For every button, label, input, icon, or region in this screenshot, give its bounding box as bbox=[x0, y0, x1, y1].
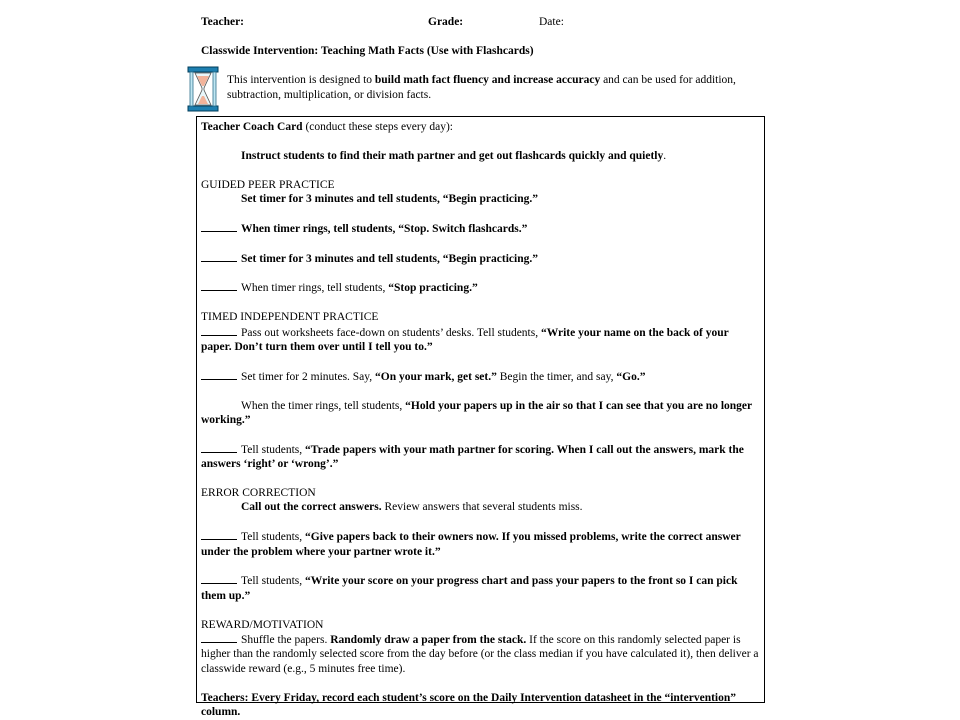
section-error-correction: ERROR CORRECTION bbox=[201, 487, 316, 499]
section-guided-peer-practice: GUIDED PEER PRACTICE bbox=[201, 178, 335, 191]
checkbox-blank bbox=[201, 325, 237, 336]
checkbox-blank bbox=[201, 280, 237, 291]
page-title: Classwide Intervention: Teaching Math Facts (Use with Flashcards) bbox=[201, 45, 534, 57]
error-step-1: Call out the correct answers. Review answers that several students miss. bbox=[241, 501, 583, 514]
timed-step-4: Tell students, “Trade papers with your math partner for scoring. When I call out the answers, mark the answers ‘right’ or ‘wrong’.” bbox=[201, 443, 744, 471]
guided-step-4: When timer rings, tell students, “Stop practicing.” bbox=[201, 280, 759, 295]
guided-step-2: When timer rings, tell students, “Stop. Switch flashcards.” bbox=[201, 221, 759, 236]
error-step-3: Tell students, “Write your score on your progress chart and pass your papers to the front so I can pick them up.” bbox=[201, 575, 738, 602]
error-step-2: Tell students, “Give papers back to their owners now. If you missed problems, write the correct answer under the problem where your partner wrote it.” bbox=[201, 531, 741, 558]
timed-step-3: When the timer rings, tell students, “Hold your papers up in the air so that I can see that you are no longer working.” bbox=[201, 399, 752, 426]
checkbox-blank bbox=[201, 442, 237, 453]
section-reward-motivation: REWARD/MOTIVATION bbox=[201, 618, 324, 631]
teacher-coach-card bbox=[196, 116, 765, 719]
reward-step-1: Shuffle the papers. Randomly draw a paper from the stack. If the score on this randomly selected paper is higher than the randomly selected score from the day before (or the class median if you have calculated it), then deliver a classwide reward (e.g., 5 minutes free time). bbox=[201, 634, 759, 675]
page-header bbox=[201, 16, 761, 32]
checkbox-blank bbox=[201, 529, 237, 540]
checkbox-blank bbox=[201, 632, 237, 643]
teacher-label: Teacher: bbox=[201, 16, 245, 28]
timed-step-1: Pass out worksheets face-down on students’ desks. Tell students, “Write your name on the back of your paper. Don’t turn them over until I tell you to.” bbox=[201, 326, 729, 353]
date-label: Date: bbox=[539, 16, 564, 28]
intro-text: This intervention is designed to build math fact fluency and increase accuracy and can be used for addition, subtraction, multiplication, or division facts. bbox=[227, 74, 736, 101]
checkbox-blank bbox=[201, 369, 237, 380]
hourglass-icon bbox=[187, 66, 219, 112]
instruct-step: Instruct students to find their math partner and get out flashcards quickly and quietly. bbox=[241, 149, 667, 162]
checkbox-blank bbox=[201, 251, 237, 262]
checkbox-blank bbox=[201, 573, 237, 584]
guided-step-1: Set timer for 3 minutes and tell students, “Begin practicing.” bbox=[241, 193, 538, 205]
section-timed-independent-practice: TIMED INDEPENDENT PRACTICE bbox=[201, 311, 379, 324]
friday-note: Teachers: Every Friday, record each student’s score on the Daily Intervention datasheet in the “intervention” column. bbox=[201, 691, 737, 719]
checkbox-blank bbox=[201, 221, 237, 232]
guided-step-3: Set timer for 3 minutes and tell students, “Begin practicing.” bbox=[201, 251, 759, 266]
grade-label: Grade: bbox=[428, 16, 464, 28]
timed-step-2: Set timer for 2 minutes. Say, “On your mark, get set.” Begin the timer, and say, “Go.” bbox=[201, 369, 759, 384]
coach-card-heading: Teacher Coach Card (conduct these steps every day): bbox=[201, 121, 453, 133]
